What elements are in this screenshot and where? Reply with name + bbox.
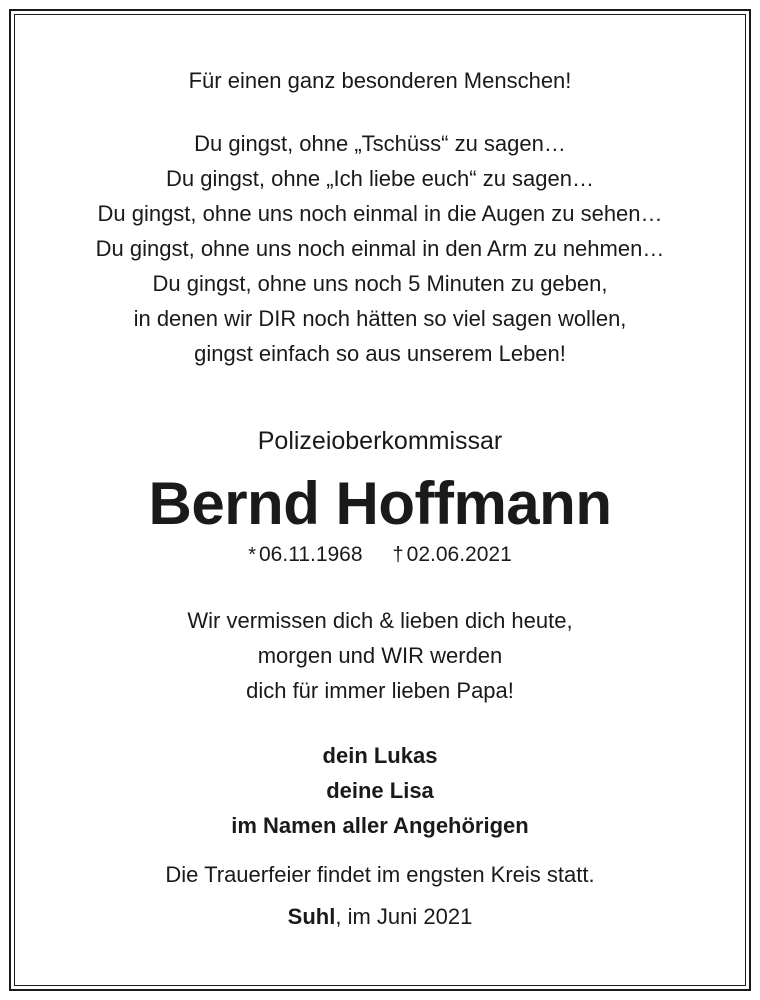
poem-line-2: Du gingst, ohne „Ich liebe euch“ zu sagen… bbox=[165, 166, 595, 191]
message-line-3: dich für immer lieben Papa! bbox=[246, 678, 514, 703]
dedication-line: Für einen ganz besonderen Menschen! bbox=[188, 68, 572, 93]
place-date bbox=[0, 906, 760, 928]
poem-line-5: Du gingst, ohne uns noch 5 Minuten zu geben, bbox=[152, 271, 608, 296]
death-date: † 02.06.2021 bbox=[392, 543, 512, 566]
death-cross-icon: † bbox=[392, 544, 404, 566]
poem-line-7: gingst einfach so aus unserem Leben! bbox=[194, 341, 566, 366]
deceased-title: Polizeioberkommissar bbox=[257, 427, 503, 455]
poem-line-1: Du gingst, ohne „Tschüss“ zu sagen… bbox=[194, 131, 566, 156]
message-line-1: Wir vermissen dich & lieben dich heute, bbox=[187, 608, 573, 633]
life-dates bbox=[0, 544, 760, 565]
poem-line-6: in denen wir DIR noch hätten so viel sagen wollen, bbox=[133, 306, 627, 331]
place-name: Suhl bbox=[287, 904, 336, 929]
birth-date: * 06.11.1968 bbox=[248, 543, 363, 566]
deceased-name: Bernd Hoffmann bbox=[148, 470, 612, 537]
signature-line-3: im Namen aller Angehörigen bbox=[231, 813, 529, 838]
message-line-2: morgen und WIR werden bbox=[257, 643, 503, 668]
service-note: Die Trauerfeier findet im engsten Kreis statt. bbox=[165, 862, 595, 887]
birth-star-icon: * bbox=[248, 544, 256, 566]
date-text: , im Juni 2021 bbox=[335, 904, 473, 929]
poem-line-3: Du gingst, ohne uns noch einmal in die Augen zu sehen… bbox=[97, 201, 663, 226]
poem-line-4: Du gingst, ohne uns noch einmal in den Arm zu nehmen… bbox=[95, 236, 665, 261]
signature-line-1: dein Lukas bbox=[322, 743, 438, 768]
signature-line-2: deine Lisa bbox=[326, 778, 434, 803]
